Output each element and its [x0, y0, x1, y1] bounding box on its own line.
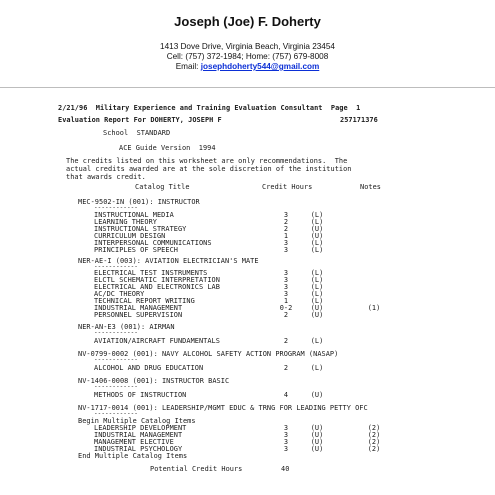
course-title: METHODS OF INSTRUCTION [94, 391, 187, 399]
credit-hours: 3 [283, 246, 289, 254]
level-code: (L) [310, 239, 324, 247]
level-code: (L) [310, 246, 324, 254]
course-title: ELECTRICAL TEST INSTRUMENTS [94, 269, 208, 277]
course-title: PERSONNEL SUPERVISION [94, 311, 183, 319]
section-heading: NV-1717-0014 (001): LEADERSHIP/MGMT EDUC & TRNG FOR LEADING PETTY OFC [78, 404, 368, 412]
school-line: School STANDARD [103, 129, 171, 137]
course-title: LEARNING THEORY [94, 218, 157, 226]
section-underline: ------------ [94, 204, 138, 211]
course-title: CURRICULUM DESIGN [94, 232, 166, 240]
course-title: ELECTRICAL AND ELECTRONICS LAB [94, 283, 220, 291]
column-header-notes: Notes [360, 183, 381, 191]
report-for-label: Evaluation Report For DOHERTY, JOSEPH F [58, 116, 222, 124]
course-title: TECHNICAL REPORT WRITING [94, 297, 195, 305]
level-code: (L) [310, 337, 324, 345]
section-heading: NER-AE-I (003): AVIATION ELECTRICIAN'S MATE [78, 257, 259, 265]
email-label: Email: [175, 62, 201, 71]
section-underline: ------------ [94, 356, 138, 363]
note-ref: (2) [367, 431, 381, 439]
credit-hours: 3 [283, 438, 289, 446]
course-title: ELCTL SCHEMATIC INTERPRETATION [94, 276, 220, 284]
credit-hours: 1 [283, 297, 289, 305]
level-code: (U) [310, 311, 324, 319]
report-id: 257171376 [340, 116, 378, 124]
address-line: 1413 Dove Drive, Virginia Beach, Virginia 23454 [160, 42, 335, 51]
applicant-name: Joseph (Joe) F. Doherty [174, 14, 321, 29]
level-code: (L) [310, 211, 324, 219]
section-underline: ------------ [94, 329, 138, 336]
course-title: INSTRUCTIONAL MEDIA [94, 211, 174, 219]
credit-hours: 2 [283, 337, 289, 345]
credit-hours: 3 [283, 431, 289, 439]
level-code: (L) [310, 290, 324, 298]
section-underline: ------------ [94, 383, 138, 390]
report-title-line: 2/21/96 Military Experience and Training Evaluation Consultant Page 1 [58, 104, 361, 112]
credit-hours: 2 [283, 225, 289, 233]
credit-hours: 3 [283, 283, 289, 291]
level-code: (L) [310, 269, 324, 277]
column-header-credit: Credit Hours [262, 183, 313, 191]
credit-hours: 3 [283, 290, 289, 298]
potential-credit-label: Potential Credit Hours [150, 465, 243, 473]
course-title: INDUSTRIAL PSYCHOLOGY [94, 445, 183, 453]
note-ref: (2) [367, 438, 381, 446]
column-header-title: Catalog Title [135, 183, 190, 191]
credit-hours: 3 [283, 424, 289, 432]
note-ref: (1) [367, 304, 381, 312]
credit-hours: 1 [283, 232, 289, 240]
section-underline: ------------ [94, 410, 138, 417]
credit-hours: 0-2 [279, 304, 293, 312]
level-code: (L) [310, 297, 324, 305]
level-code: (U) [310, 431, 324, 439]
level-code: (U) [310, 225, 324, 233]
credit-hours: 2 [283, 364, 289, 372]
course-title: ALCOHOL AND DRUG EDUCATION [94, 364, 204, 372]
level-code: (U) [310, 304, 324, 312]
credit-hours: 3 [283, 445, 289, 453]
notice-line: that awards credit. [66, 173, 146, 181]
credit-hours: 4 [283, 391, 289, 399]
course-title: INSTRUCTIONAL STRATEGY [94, 225, 187, 233]
level-code: (L) [310, 364, 324, 372]
course-title: PRINCIPLES OF SPEECH [94, 246, 178, 254]
credit-hours: 3 [283, 276, 289, 284]
ace-guide-line: ACE Guide Version 1994 [119, 144, 216, 152]
notice-line: The credits listed on this worksheet are only recommendations. The [66, 157, 348, 165]
level-code: (U) [310, 438, 324, 446]
level-code: (U) [310, 391, 324, 399]
level-code: (U) [310, 445, 324, 453]
section-heading: NV-0799-0002 (001): NAVY ALCOHOL SAFETY ACTION PROGRAM (NASAP) [78, 350, 339, 358]
section-heading: MEC-9502-IN (001): INSTRUCTOR [78, 198, 200, 206]
course-title: INTERPERSONAL COMMUNICATIONS [94, 239, 212, 247]
level-code: (L) [310, 283, 324, 291]
credit-hours: 3 [283, 239, 289, 247]
level-code: (U) [310, 424, 324, 432]
potential-credit-value: 40 [281, 465, 290, 473]
credit-hours: 2 [283, 311, 289, 319]
course-title: AC/DC THEORY [94, 290, 145, 298]
email-link[interactable]: josephdoherty544@gmail.com [200, 62, 320, 71]
course-title: AVIATION/AIRCRAFT FUNDAMENTALS [94, 337, 220, 345]
note-ref: (2) [367, 445, 381, 453]
multi-end: End Multiple Catalog Items [78, 452, 188, 460]
level-code: (U) [310, 232, 324, 240]
course-title: MANAGEMENT ELECTIVE [94, 438, 174, 446]
credit-hours: 3 [283, 211, 289, 219]
credit-hours: 2 [283, 218, 289, 226]
section-heading: NV-1406-0008 (001): INSTRUCTOR BASIC [78, 377, 230, 385]
course-title: INDUSTRIAL MANAGEMENT [94, 304, 183, 312]
credit-hours: 3 [283, 269, 289, 277]
course-title: LEADERSHIP DEVELOPMENT [94, 424, 187, 432]
level-code: (L) [310, 276, 324, 284]
note-ref: (2) [367, 424, 381, 432]
course-title: INDUSTRIAL MANAGEMENT [94, 431, 183, 439]
level-code: (L) [310, 218, 324, 226]
notice-line: actual credits awarded are at the sole discretion of the institution [66, 165, 352, 173]
phone-line: Cell: (757) 372-1984; Home: (757) 679-8008 [166, 52, 329, 61]
section-heading: NER-AN-E3 (001): AIRMAN [78, 323, 175, 331]
section-underline: ------------ [94, 263, 138, 270]
multi-begin: Begin Multiple Catalog Items [78, 417, 196, 425]
